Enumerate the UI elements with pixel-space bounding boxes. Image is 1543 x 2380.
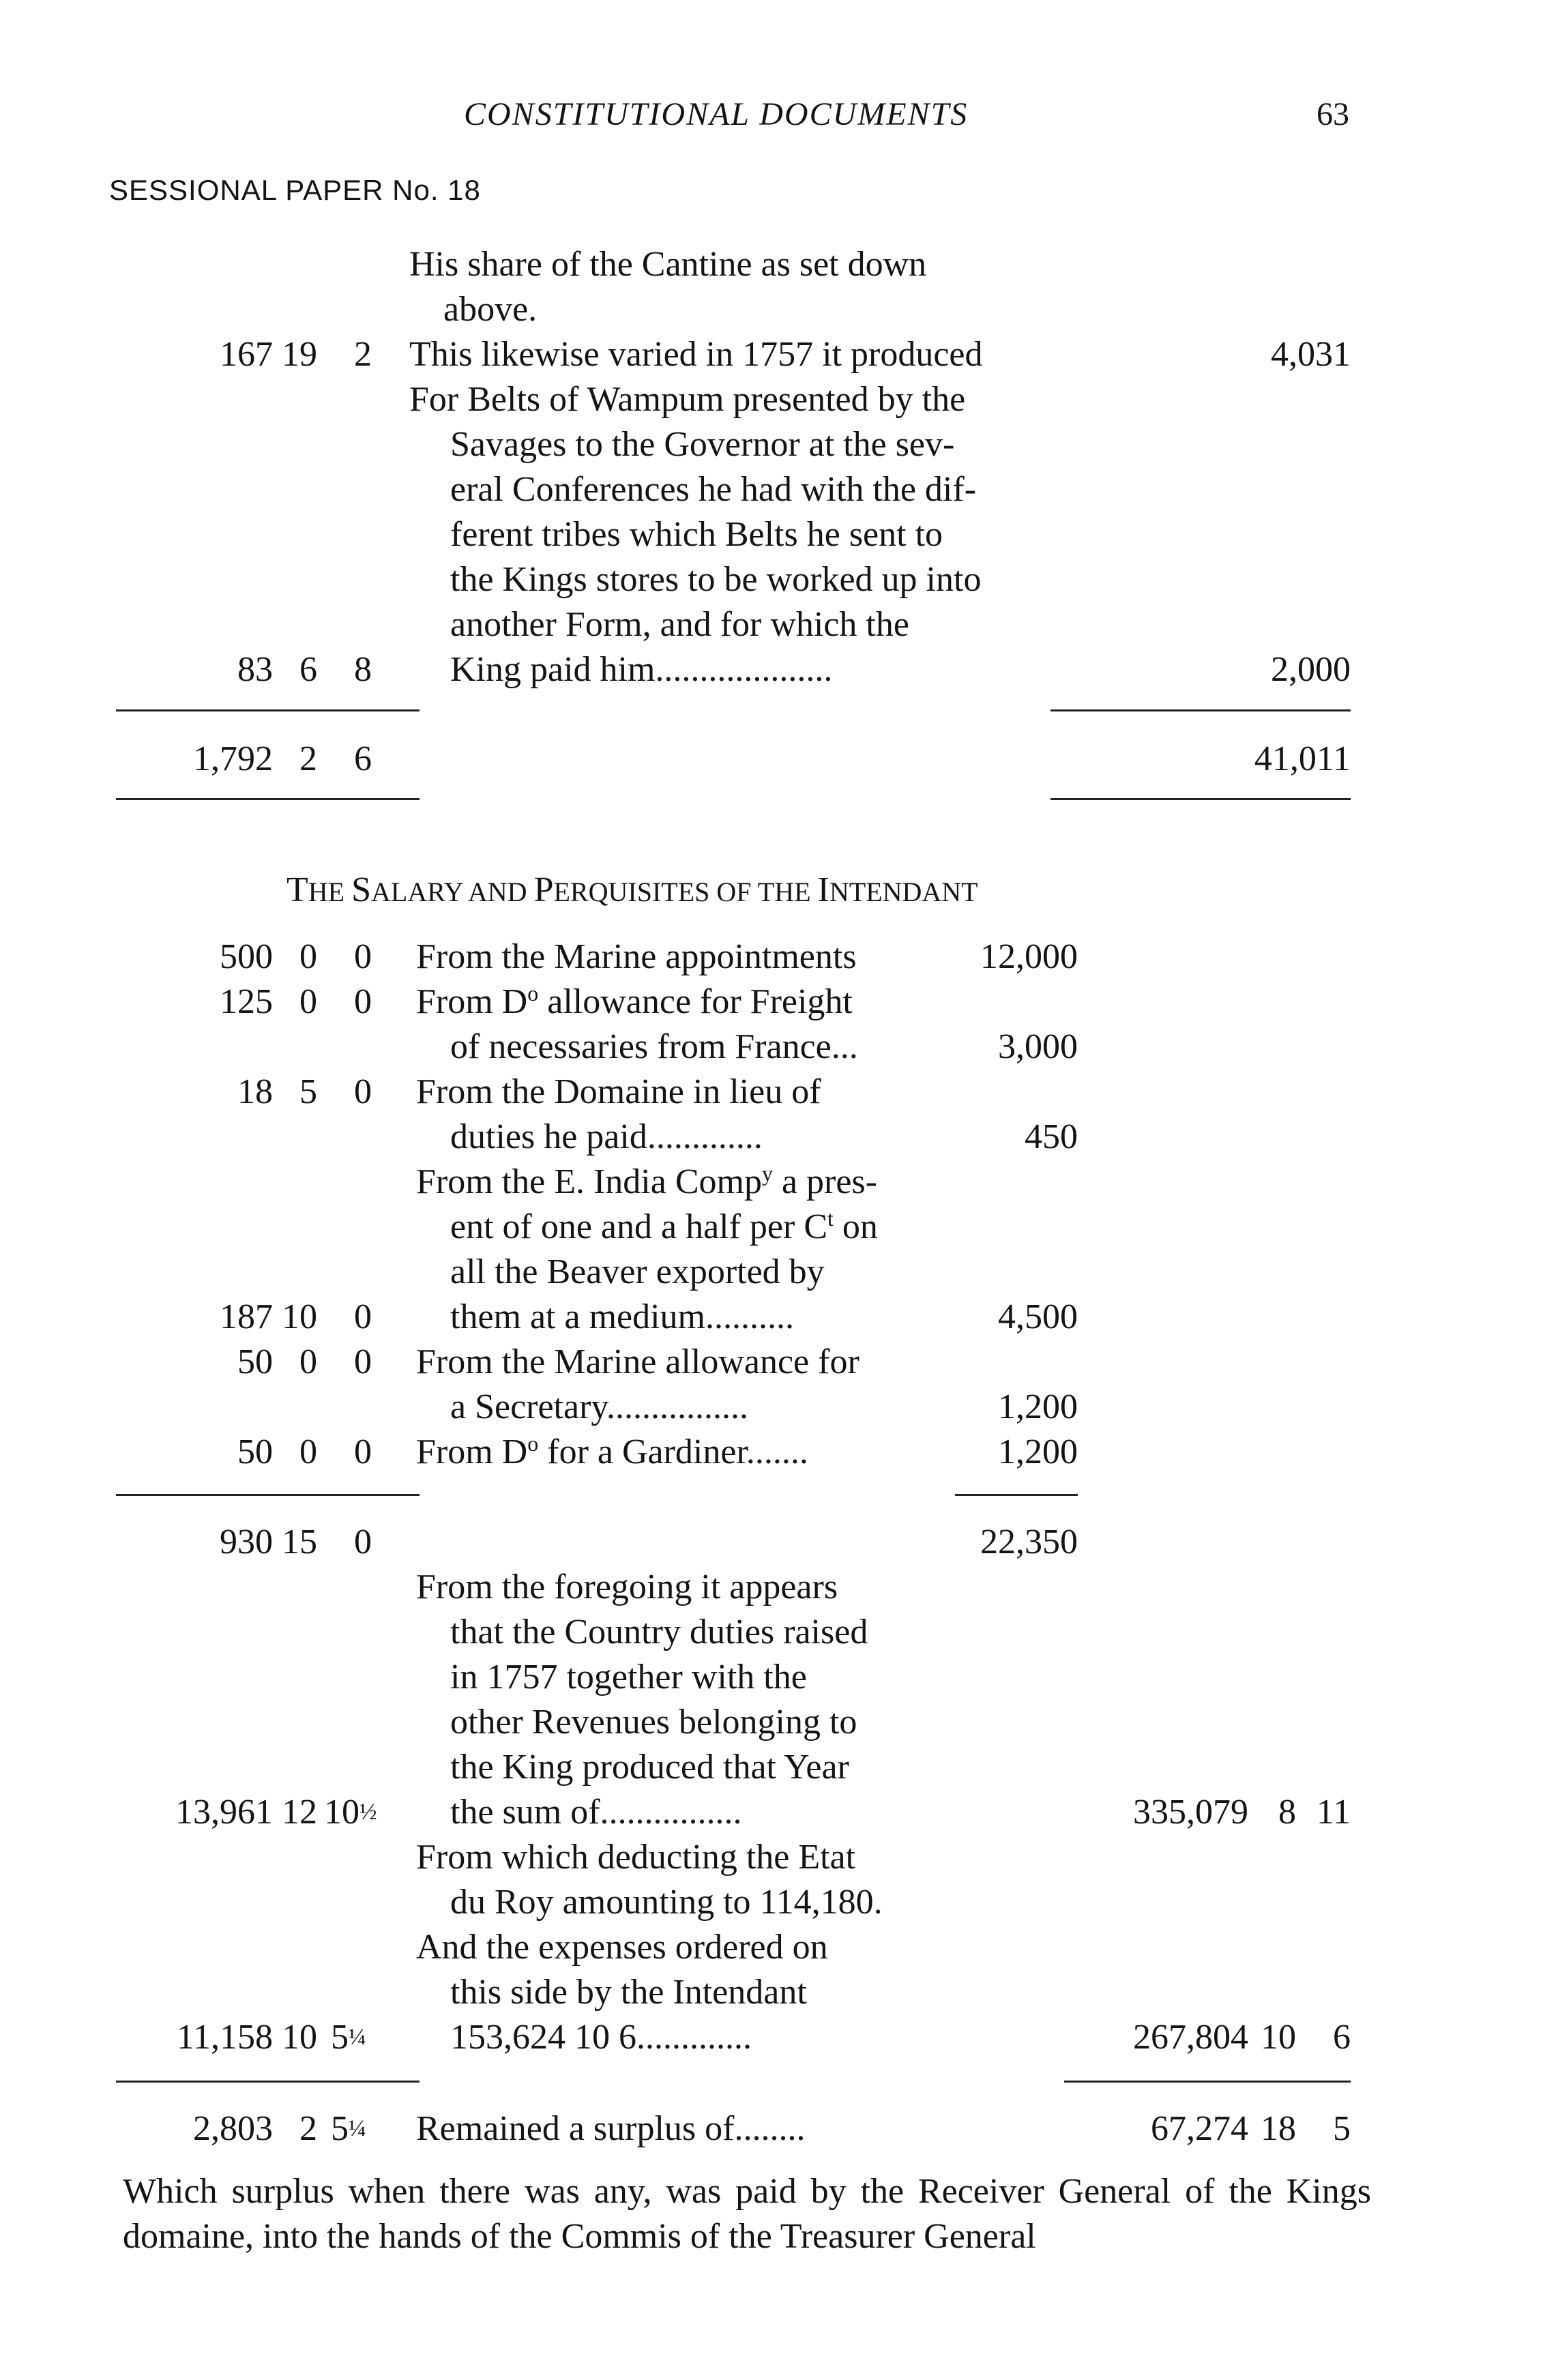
entry-text-line: [416, 1160, 877, 1205]
text-part: allowance for Freight: [547, 982, 853, 1021]
livres-value: 11,158: [176, 2018, 273, 2057]
heading-part: ERQUISITES OF THE: [553, 877, 818, 907]
livres-value: 50: [237, 1433, 273, 1471]
deniers-total: 6: [354, 739, 372, 778]
sols-total: 2: [299, 739, 317, 778]
right-sols: 18: [1261, 2109, 1296, 2148]
entry-text-line: [416, 1430, 808, 1475]
entry-text-line: that the Country duties raised: [450, 1613, 868, 1651]
text-part: for a Gardiner.......: [547, 1433, 808, 1471]
entry-text-line: [450, 1205, 878, 1250]
entry-text-line: them at a medium..........: [450, 1297, 795, 1336]
deniers-total: 0: [354, 1523, 372, 1561]
entry-text-line: in 1757 together with the: [450, 1658, 807, 1696]
text-part: ent of one and a half per C: [450, 1207, 828, 1246]
deniers-whole: 5: [331, 2018, 349, 2057]
deniers-value: 0: [354, 937, 372, 976]
entry-text-line: the Kings stores to be worked up into: [450, 560, 982, 599]
livres-value: 500: [220, 937, 273, 976]
text-part: From the E. India Comp: [416, 1162, 762, 1201]
entry-text-line: this side by the Intendant: [450, 1973, 807, 2012]
deniers-value: 0: [354, 1072, 372, 1111]
entry-text-line: From the Marine appointments: [416, 937, 857, 976]
livres-value: 125: [220, 982, 273, 1021]
deniers-value: [331, 2106, 366, 2151]
livres-value: 13,961: [175, 1793, 273, 1832]
entry-text-line: Remained a surplus of........: [416, 2109, 806, 2148]
entry-text-line: eral Conferences he had with the dif-: [450, 470, 977, 509]
entry-text-line: a Secretary................: [450, 1387, 749, 1426]
entry-text-line: His share of the Cantine as set down: [409, 245, 927, 284]
right-deniers: 11: [1316, 1793, 1351, 1832]
entry-text-line: [416, 980, 853, 1025]
deniers-value: [331, 2015, 366, 2060]
livres-value: 50: [237, 1342, 273, 1381]
heading-part: HE: [308, 877, 352, 907]
right-livres: 335,079: [1133, 1793, 1248, 1832]
sols-value: 19: [282, 335, 317, 374]
sols-value: 12: [282, 1793, 317, 1832]
deniers-value: 0: [354, 1342, 372, 1381]
entry-text-line: King paid him....................: [450, 650, 833, 689]
entry-text-line: From the Domaine in lieu of: [416, 1072, 821, 1111]
deniers-whole: 10: [324, 1793, 359, 1832]
entry-text-line: above.: [443, 290, 538, 329]
entry-text-line: For Belts of Wampum presented by the: [409, 380, 966, 419]
entry-text-line: the sum of................: [450, 1793, 742, 1832]
entry-text-line: the King produced that Year: [450, 1748, 849, 1787]
right-sols: 8: [1278, 1793, 1296, 1832]
entry-text-line: This likewise varied in 1757 it produced: [409, 335, 983, 374]
text-part: From D: [416, 1433, 528, 1471]
text-part: From D: [416, 982, 528, 1021]
right-livres: 67,274: [1151, 2109, 1248, 2148]
sols-value: 0: [299, 937, 317, 976]
entry-text-line: And the expenses ordered on: [416, 1928, 828, 1967]
right-deniers: 6: [1333, 2018, 1351, 2057]
deniers-value: 2: [354, 335, 372, 374]
heading-part: ALARY AND: [371, 877, 534, 907]
sols-value: 0: [299, 982, 317, 1021]
entry-text-line: another Form, and for which the: [450, 605, 909, 644]
entry-text-line: Savages to the Governor at the sev-: [450, 425, 955, 464]
right-sols: 10: [1261, 2018, 1296, 2057]
total-rule: [116, 798, 420, 800]
heading-part: NTENDANT: [829, 877, 978, 907]
superscript: o: [527, 1431, 539, 1456]
right-amount: 2,000: [1271, 650, 1351, 689]
deniers-fraction: ¼: [349, 2025, 366, 2050]
heading-part: I: [817, 870, 829, 909]
closing-paragraph: Which surplus when there was any, was paid by the Receiver General of the Kings domaine, into the hands of the Commis of the Treasurer General: [123, 2172, 1371, 2256]
entry-text-line: other Revenues belonging to: [450, 1703, 857, 1742]
livres-value: 2,803: [193, 2109, 273, 2148]
inner-amount: 1,200: [998, 1433, 1078, 1471]
entry-text-line: 153,624 10 6.............: [450, 2018, 752, 2057]
deniers-value: [324, 1790, 377, 1835]
livres-value: 187: [220, 1297, 273, 1336]
entry-text-line: From the Marine allowance for: [416, 1342, 859, 1381]
livres-total: 1,792: [193, 739, 273, 778]
right-amount: 4,031: [1271, 335, 1351, 374]
superscript: o: [527, 981, 539, 1005]
sols-total: 15: [282, 1523, 317, 1561]
entry-text-line: du Roy amounting to 114,180.: [450, 1883, 883, 1922]
heading-part: T: [286, 870, 308, 909]
deniers-value: 0: [354, 982, 372, 1021]
total-rule: [116, 1494, 420, 1496]
inner-amount: 1,200: [998, 1387, 1078, 1426]
sols-value: 10: [282, 1297, 317, 1336]
livres-total: 930: [220, 1523, 273, 1561]
sols-value: 10: [282, 2018, 317, 2057]
total-rule: [955, 1494, 1078, 1496]
entry-text-line: duties he paid.............: [450, 1117, 763, 1156]
text-part: on: [842, 1207, 878, 1246]
sessional-paper-label: SESSIONAL PAPER No. 18: [109, 174, 481, 206]
salary-heading: [286, 868, 978, 921]
inner-total: 22,350: [980, 1523, 1078, 1561]
deniers-whole: 5: [331, 2109, 349, 2148]
total-rule: [1050, 798, 1351, 800]
entry-text-line: all the Beaver exported by: [450, 1252, 825, 1291]
entry-text-line: From the foregoing it appears: [416, 1568, 838, 1606]
superscript: y: [761, 1161, 773, 1186]
right-total: 41,011: [1254, 739, 1351, 778]
entry-text-line: ferent tribes which Belts he sent to: [450, 515, 943, 554]
livres-value: 18: [237, 1072, 273, 1111]
total-rule: [116, 2081, 420, 2083]
sols-value: 0: [299, 1342, 317, 1381]
total-rule: [1064, 2081, 1351, 2083]
deniers-value: 0: [354, 1433, 372, 1471]
deniers-fraction: ¼: [349, 2116, 366, 2141]
inner-amount: 450: [1025, 1117, 1078, 1156]
total-rule: [116, 709, 420, 711]
deniers-value: 0: [354, 1297, 372, 1336]
superscript: t: [827, 1206, 834, 1231]
sols-value: 6: [299, 650, 317, 689]
entry-text-line: of necessaries from France...: [450, 1027, 858, 1066]
right-deniers: 5: [1333, 2109, 1351, 2148]
sols-value: 0: [299, 1433, 317, 1471]
sols-value: 2: [299, 2109, 317, 2148]
heading-part: S: [351, 870, 372, 909]
livres-value: 83: [237, 650, 273, 689]
page-number: 63: [1317, 96, 1349, 132]
heading-part: P: [533, 870, 554, 909]
deniers-fraction: ½: [359, 1799, 377, 1825]
inner-amount: 4,500: [998, 1297, 1078, 1336]
deniers-value: 8: [354, 650, 372, 689]
text-part: a pres-: [781, 1162, 877, 1201]
livres-value: 167: [220, 335, 273, 374]
total-rule: [1050, 709, 1351, 711]
right-livres: 267,804: [1133, 2018, 1248, 2057]
inner-amount: 12,000: [980, 937, 1078, 976]
sols-value: 5: [299, 1072, 317, 1111]
entry-text-line: From which deducting the Etat: [416, 1838, 856, 1877]
running-title: CONSTITUTIONAL DOCUMENTS: [464, 96, 969, 132]
inner-amount: 3,000: [998, 1027, 1078, 1066]
